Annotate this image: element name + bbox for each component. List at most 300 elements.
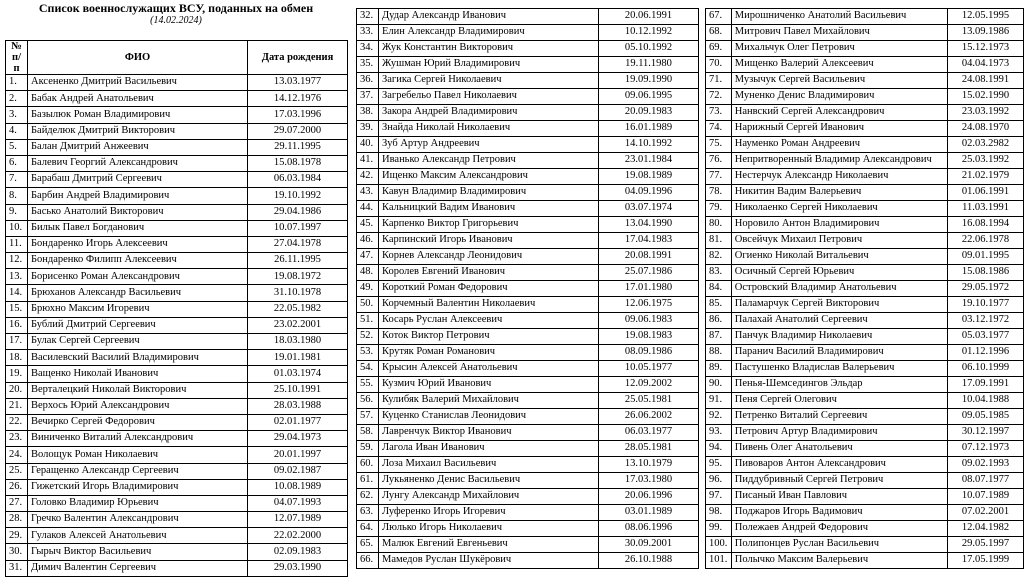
- table-row: [706, 233, 1024, 249]
- row-full-name: Верталецкий Николай Викторович: [28, 382, 248, 398]
- table-row: [706, 313, 1024, 329]
- table-row: [706, 281, 1024, 297]
- row-number: 44.: [357, 201, 379, 217]
- row-birth-date: 08.07.1977: [948, 473, 1024, 489]
- row-birth-date: 12.09.2002: [599, 377, 699, 393]
- row-birth-date: 25.07.1986: [599, 265, 699, 281]
- row-full-name: Базылюк Роман Владимирович: [28, 107, 248, 123]
- row-number: 69.: [706, 41, 732, 57]
- row-number: 36.: [357, 73, 379, 89]
- table-row: [6, 91, 348, 107]
- document-title: Список военнослужащих ВСУ, поданных на обмен: [38, 1, 314, 15]
- row-full-name: Муненко Денис Владимирович: [731, 89, 947, 105]
- row-number: 18.: [6, 350, 28, 366]
- row-number: 65.: [357, 537, 379, 553]
- row-birth-date: 13.04.1990: [599, 217, 699, 233]
- row-birth-date: 15.02.1990: [948, 89, 1024, 105]
- row-birth-date: 29.05.1972: [948, 281, 1024, 297]
- row-birth-date: 13.03.1977: [248, 75, 348, 91]
- row-full-name: Огиенко Николай Витальевич: [731, 249, 947, 265]
- row-full-name: Бондаренко Игорь Алексеевич: [28, 236, 248, 252]
- row-number: 93.: [706, 425, 732, 441]
- table-row: [6, 479, 348, 495]
- row-full-name: Пеня Сергей Олегович: [731, 393, 947, 409]
- table-row: [357, 505, 699, 521]
- table-row: [6, 269, 348, 285]
- row-birth-date: 25.03.1992: [948, 153, 1024, 169]
- header-num: № п/п: [6, 41, 28, 75]
- row-full-name: Дудар Александр Иванович: [379, 9, 599, 25]
- row-full-name: Полежаев Андрей Федорович: [731, 521, 947, 537]
- row-birth-date: 15.08.1986: [948, 265, 1024, 281]
- row-birth-date: 25.05.1981: [599, 393, 699, 409]
- row-number: 23.: [6, 431, 28, 447]
- row-full-name: Лунгу Александр Михайлович: [379, 489, 599, 505]
- table-row: [357, 89, 699, 105]
- table-row: [357, 329, 699, 345]
- row-number: 91.: [706, 393, 732, 409]
- row-full-name: Барабаш Дмитрий Сергеевич: [28, 172, 248, 188]
- table-row: [706, 361, 1024, 377]
- row-number: 89.: [706, 361, 732, 377]
- row-full-name: Корчемный Валентин Николаевич: [379, 297, 599, 313]
- row-birth-date: 13.10.1979: [599, 457, 699, 473]
- row-number: 53.: [357, 345, 379, 361]
- row-full-name: Барбин Андрей Владимирович: [28, 188, 248, 204]
- row-full-name: Лукьяненко Денис Васильевич: [379, 473, 599, 489]
- row-full-name: Вечирко Сергей Федорович: [28, 414, 248, 430]
- row-full-name: Писаный Иван Павлович: [731, 489, 947, 505]
- row-full-name: Пивоваров Антон Александрович: [731, 457, 947, 473]
- row-number: 96.: [706, 473, 732, 489]
- row-full-name: Димич Валентин Сергеевич: [28, 560, 248, 576]
- row-number: 46.: [357, 233, 379, 249]
- row-full-name: Булак Сергей Сергеевич: [28, 334, 248, 350]
- row-number: 8.: [6, 188, 28, 204]
- row-birth-date: 07.02.2001: [948, 505, 1024, 521]
- table-row: [706, 169, 1024, 185]
- row-birth-date: 12.05.1995: [948, 9, 1024, 25]
- table-row: [6, 560, 348, 576]
- table-row: [357, 121, 699, 137]
- table-row: [357, 265, 699, 281]
- row-full-name: Ващенко Николай Иванович: [28, 366, 248, 382]
- row-birth-date: 06.10.1999: [948, 361, 1024, 377]
- row-full-name: Михальчук Олег Петрович: [731, 41, 947, 57]
- row-number: 99.: [706, 521, 732, 537]
- table-row: [706, 153, 1024, 169]
- row-full-name: Панчук Владимир Николаевич: [731, 329, 947, 345]
- row-number: 28.: [6, 512, 28, 528]
- row-birth-date: 19.01.1981: [248, 350, 348, 366]
- row-full-name: Люлько Игорь Николаевич: [379, 521, 599, 537]
- row-birth-date: 18.03.1980: [248, 334, 348, 350]
- row-full-name: Жушман Юрий Владимирович: [379, 57, 599, 73]
- table-row: [357, 153, 699, 169]
- row-number: 75.: [706, 137, 732, 153]
- row-birth-date: 26.10.1988: [599, 553, 699, 569]
- row-full-name: Балевич Георгий Александрович: [28, 155, 248, 171]
- row-number: 60.: [357, 457, 379, 473]
- row-birth-date: 29.11.1995: [248, 139, 348, 155]
- row-birth-date: 19.10.1977: [948, 297, 1024, 313]
- row-full-name: Гречко Валентин Александрович: [28, 512, 248, 528]
- row-number: 57.: [357, 409, 379, 425]
- row-birth-date: 24.08.1970: [948, 121, 1024, 137]
- row-full-name: Пенья-Шемседингов Эльдар: [731, 377, 947, 393]
- row-full-name: Пивень Олег Анатольевич: [731, 441, 947, 457]
- row-full-name: Музычук Сергей Васильевич: [731, 73, 947, 89]
- table-row: [357, 25, 699, 41]
- row-number: 45.: [357, 217, 379, 233]
- row-birth-date: 14.10.1992: [599, 137, 699, 153]
- row-number: 74.: [706, 121, 732, 137]
- table-row: [6, 123, 348, 139]
- row-birth-date: 10.07.1989: [948, 489, 1024, 505]
- row-birth-date: 26.06.2002: [599, 409, 699, 425]
- row-full-name: Лоза Михаил Васильевич: [379, 457, 599, 473]
- row-birth-date: 22.06.1978: [948, 233, 1024, 249]
- row-birth-date: 14.12.1976: [248, 91, 348, 107]
- row-birth-date: 19.10.1992: [248, 188, 348, 204]
- table-row: [357, 185, 699, 201]
- row-full-name: Науменко Роман Андреевич: [731, 137, 947, 153]
- table-row: [6, 285, 348, 301]
- row-birth-date: 12.04.1982: [948, 521, 1024, 537]
- row-birth-date: 19.08.1972: [248, 269, 348, 285]
- row-birth-date: 09.05.1985: [948, 409, 1024, 425]
- row-full-name: Малюк Евгений Евгеньевич: [379, 537, 599, 553]
- table-row: [357, 537, 699, 553]
- table-row: [357, 345, 699, 361]
- table-row: [357, 169, 699, 185]
- table-row: [6, 431, 348, 447]
- row-full-name: Билык Павел Богданович: [28, 220, 248, 236]
- row-full-name: Закора Андрей Владимирович: [379, 105, 599, 121]
- row-number: 97.: [706, 489, 732, 505]
- row-birth-date: 09.06.1995: [599, 89, 699, 105]
- row-number: 38.: [357, 105, 379, 121]
- row-number: 39.: [357, 121, 379, 137]
- table-row: [706, 425, 1024, 441]
- row-birth-date: 09.02.1987: [248, 463, 348, 479]
- table-row: [6, 350, 348, 366]
- row-birth-date: 16.01.1989: [599, 121, 699, 137]
- row-number: 31.: [6, 560, 28, 576]
- row-number: 76.: [706, 153, 732, 169]
- table-row: [357, 521, 699, 537]
- row-full-name: Иванько Александр Петрович: [379, 153, 599, 169]
- row-number: 56.: [357, 393, 379, 409]
- row-number: 5.: [6, 139, 28, 155]
- table-row: [706, 377, 1024, 393]
- table-row: [357, 57, 699, 73]
- table-row: [6, 382, 348, 398]
- row-number: 40.: [357, 137, 379, 153]
- row-number: 82.: [706, 249, 732, 265]
- row-full-name: Головко Владимир Юрьевич: [28, 495, 248, 511]
- row-full-name: Пиддубривный Сергей Петрович: [731, 473, 947, 489]
- table-row: [6, 447, 348, 463]
- table-row: [357, 41, 699, 57]
- row-full-name: Палахай Анатолий Сергеевич: [731, 313, 947, 329]
- row-full-name: Жук Константин Викторович: [379, 41, 599, 57]
- row-birth-date: 23.01.1984: [599, 153, 699, 169]
- table-row: [357, 9, 699, 25]
- table-row: [706, 137, 1024, 153]
- row-birth-date: 29.05.1997: [948, 537, 1024, 553]
- row-birth-date: 17.05.1999: [948, 553, 1024, 569]
- row-birth-date: 13.09.1986: [948, 25, 1024, 41]
- row-full-name: Норовило Антон Владимирович: [731, 217, 947, 233]
- row-birth-date: 16.08.1994: [948, 217, 1024, 233]
- row-full-name: Мамедов Руслан Шукёрович: [379, 553, 599, 569]
- table-row: [357, 73, 699, 89]
- row-birth-date: 09.01.1995: [948, 249, 1024, 265]
- row-full-name: Борисенко Роман Александрович: [28, 269, 248, 285]
- document-date: (14.02.2024): [150, 15, 202, 26]
- row-number: 2.: [6, 91, 28, 107]
- row-birth-date: 04.04.1973: [948, 57, 1024, 73]
- table-row: [6, 220, 348, 236]
- row-number: 48.: [357, 265, 379, 281]
- table-row: [357, 377, 699, 393]
- row-birth-date: 08.09.1986: [599, 345, 699, 361]
- row-full-name: Карпенко Виктор Григорьевич: [379, 217, 599, 233]
- row-full-name: Корнев Александр Леонидович: [379, 249, 599, 265]
- table-row: [706, 265, 1024, 281]
- row-full-name: Петрович Артур Владимирович: [731, 425, 947, 441]
- row-birth-date: 22.05.1982: [248, 301, 348, 317]
- row-full-name: Никитин Вадим Валерьевич: [731, 185, 947, 201]
- row-number: 73.: [706, 105, 732, 121]
- row-number: 9.: [6, 204, 28, 220]
- row-number: 88.: [706, 345, 732, 361]
- row-number: 54.: [357, 361, 379, 377]
- row-number: 27.: [6, 495, 28, 511]
- table-row: [357, 393, 699, 409]
- table-row: [357, 233, 699, 249]
- row-birth-date: 19.08.1989: [599, 169, 699, 185]
- table-row: [357, 361, 699, 377]
- table-row: [6, 75, 348, 91]
- row-full-name: Куценко Станислав Леонидович: [379, 409, 599, 425]
- row-full-name: Ищенко Максим Александрович: [379, 169, 599, 185]
- table-row: [6, 155, 348, 171]
- row-birth-date: 30.12.1997: [948, 425, 1024, 441]
- row-birth-date: 01.12.1996: [948, 345, 1024, 361]
- row-full-name: Карпинский Игорь Иванович: [379, 233, 599, 249]
- row-number: 94.: [706, 441, 732, 457]
- row-birth-date: 21.02.1979: [948, 169, 1024, 185]
- row-birth-date: 02.03.2982: [948, 137, 1024, 153]
- row-full-name: Зуб Артур Андреевич: [379, 137, 599, 153]
- row-full-name: Кавун Владимир Владимирович: [379, 185, 599, 201]
- row-birth-date: 15.08.1978: [248, 155, 348, 171]
- row-birth-date: 11.03.1991: [948, 201, 1024, 217]
- row-birth-date: 03.07.1974: [599, 201, 699, 217]
- table-row: [706, 441, 1024, 457]
- row-birth-date: 08.06.1996: [599, 521, 699, 537]
- row-full-name: Бабак Андрей Анатольевич: [28, 91, 248, 107]
- row-full-name: Басько Анатолий Викторович: [28, 204, 248, 220]
- row-birth-date: 17.01.1980: [599, 281, 699, 297]
- row-full-name: Лагола Иван Иванович: [379, 441, 599, 457]
- row-number: 30.: [6, 544, 28, 560]
- row-full-name: Лавренчук Виктор Иванович: [379, 425, 599, 441]
- row-full-name: Байделюк Дмитрий Викторович: [28, 123, 248, 139]
- table-row: [6, 544, 348, 560]
- row-number: 84.: [706, 281, 732, 297]
- row-birth-date: 24.08.1991: [948, 73, 1024, 89]
- row-full-name: Крутяк Роман Романович: [379, 345, 599, 361]
- row-birth-date: 20.06.1996: [599, 489, 699, 505]
- table-row: [706, 249, 1024, 265]
- row-full-name: Аксененко Дмитрий Васильевич: [28, 75, 248, 91]
- table-part-1: [5, 40, 348, 577]
- row-number: 29.: [6, 528, 28, 544]
- row-birth-date: 06.03.1984: [248, 172, 348, 188]
- row-full-name: Нестерчук Александр Николаевич: [731, 169, 947, 185]
- row-number: 34.: [357, 41, 379, 57]
- row-number: 32.: [357, 9, 379, 25]
- row-birth-date: 28.05.1981: [599, 441, 699, 457]
- row-number: 13.: [6, 269, 28, 285]
- table-part-3: [705, 8, 1024, 569]
- row-number: 59.: [357, 441, 379, 457]
- row-birth-date: 17.04.1983: [599, 233, 699, 249]
- row-number: 55.: [357, 377, 379, 393]
- row-birth-date: 02.09.1983: [248, 544, 348, 560]
- row-full-name: Пастушенко Владислав Валерьевич: [731, 361, 947, 377]
- header-birth-date: Дата рождения: [248, 41, 348, 75]
- table-row: [706, 185, 1024, 201]
- row-birth-date: 29.04.1986: [248, 204, 348, 220]
- table-row: [6, 334, 348, 350]
- row-number: 20.: [6, 382, 28, 398]
- row-birth-date: 04.09.1996: [599, 185, 699, 201]
- table-row: [706, 537, 1024, 553]
- row-number: 24.: [6, 447, 28, 463]
- row-full-name: Петренко Виталий Сергеевич: [731, 409, 947, 425]
- table-row: [357, 473, 699, 489]
- row-birth-date: 26.11.1995: [248, 253, 348, 269]
- table-row: [357, 249, 699, 265]
- row-number: 87.: [706, 329, 732, 345]
- row-birth-date: 15.12.1973: [948, 41, 1024, 57]
- row-number: 58.: [357, 425, 379, 441]
- table-row: [706, 393, 1024, 409]
- row-birth-date: 31.10.1978: [248, 285, 348, 301]
- table-row: [6, 414, 348, 430]
- row-number: 72.: [706, 89, 732, 105]
- row-birth-date: 04.07.1993: [248, 495, 348, 511]
- table-row: [6, 172, 348, 188]
- row-full-name: Поджаров Игорь Вадимович: [731, 505, 947, 521]
- row-full-name: Балан Дмитрий Анжеевич: [28, 139, 248, 155]
- row-birth-date: 19.11.1980: [599, 57, 699, 73]
- row-full-name: Косарь Руслан Алексеевич: [379, 313, 599, 329]
- table-row: [6, 398, 348, 414]
- row-number: 21.: [6, 398, 28, 414]
- row-number: 62.: [357, 489, 379, 505]
- table-row: [6, 366, 348, 382]
- table-row: [706, 57, 1024, 73]
- row-birth-date: 29.03.1990: [248, 560, 348, 576]
- row-number: 66.: [357, 553, 379, 569]
- row-number: 101.: [706, 553, 732, 569]
- row-birth-date: 05.03.1977: [948, 329, 1024, 345]
- row-full-name: Полипонцев Руслан Васильевич: [731, 537, 947, 553]
- row-full-name: Кальницкий Вадим Иванович: [379, 201, 599, 217]
- row-full-name: Геращенко Александр Сергеевич: [28, 463, 248, 479]
- table-row: [706, 409, 1024, 425]
- table-row: [6, 253, 348, 269]
- row-number: 43.: [357, 185, 379, 201]
- table-row: [706, 89, 1024, 105]
- table-row: [706, 553, 1024, 569]
- row-number: 95.: [706, 457, 732, 473]
- row-number: 17.: [6, 334, 28, 350]
- table-row: [357, 553, 699, 569]
- table-row: [706, 25, 1024, 41]
- row-birth-date: 29.07.2000: [248, 123, 348, 139]
- row-birth-date: 19.09.1990: [599, 73, 699, 89]
- table-row: [6, 204, 348, 220]
- table-row: [6, 512, 348, 528]
- table-row: [6, 301, 348, 317]
- table-row: [357, 281, 699, 297]
- row-birth-date: 06.03.1977: [599, 425, 699, 441]
- row-number: 67.: [706, 9, 732, 25]
- table-row: [706, 345, 1024, 361]
- row-number: 15.: [6, 301, 28, 317]
- row-birth-date: 02.01.1977: [248, 414, 348, 430]
- table-row: [706, 329, 1024, 345]
- row-number: 85.: [706, 297, 732, 313]
- row-number: 41.: [357, 153, 379, 169]
- row-number: 100.: [706, 537, 732, 553]
- table-row: [6, 139, 348, 155]
- table-row: [357, 201, 699, 217]
- table-row: [357, 409, 699, 425]
- table-row: [706, 217, 1024, 233]
- row-full-name: Луференко Игорь Игоревич: [379, 505, 599, 521]
- row-full-name: Елин Александр Владимирович: [379, 25, 599, 41]
- row-birth-date: 03.01.1989: [599, 505, 699, 521]
- row-birth-date: 12.07.1989: [248, 512, 348, 528]
- row-number: 37.: [357, 89, 379, 105]
- table-row: [357, 313, 699, 329]
- table-row: [357, 457, 699, 473]
- row-full-name: Королев Евгений Иванович: [379, 265, 599, 281]
- table-row: [706, 489, 1024, 505]
- row-birth-date: 05.10.1992: [599, 41, 699, 57]
- row-number: 64.: [357, 521, 379, 537]
- row-birth-date: 28.03.1988: [248, 398, 348, 414]
- row-full-name: Нарижный Сергей Иванович: [731, 121, 947, 137]
- row-full-name: Мирошниченко Анатолий Васильевич: [731, 9, 947, 25]
- table-row: [6, 107, 348, 123]
- row-number: 79.: [706, 201, 732, 217]
- row-number: 12.: [6, 253, 28, 269]
- table-row: [6, 463, 348, 479]
- row-number: 11.: [6, 236, 28, 252]
- table-row: [357, 105, 699, 121]
- row-full-name: Кулибяк Валерий Михайлович: [379, 393, 599, 409]
- table-row: [357, 441, 699, 457]
- row-birth-date: 23.02.2001: [248, 317, 348, 333]
